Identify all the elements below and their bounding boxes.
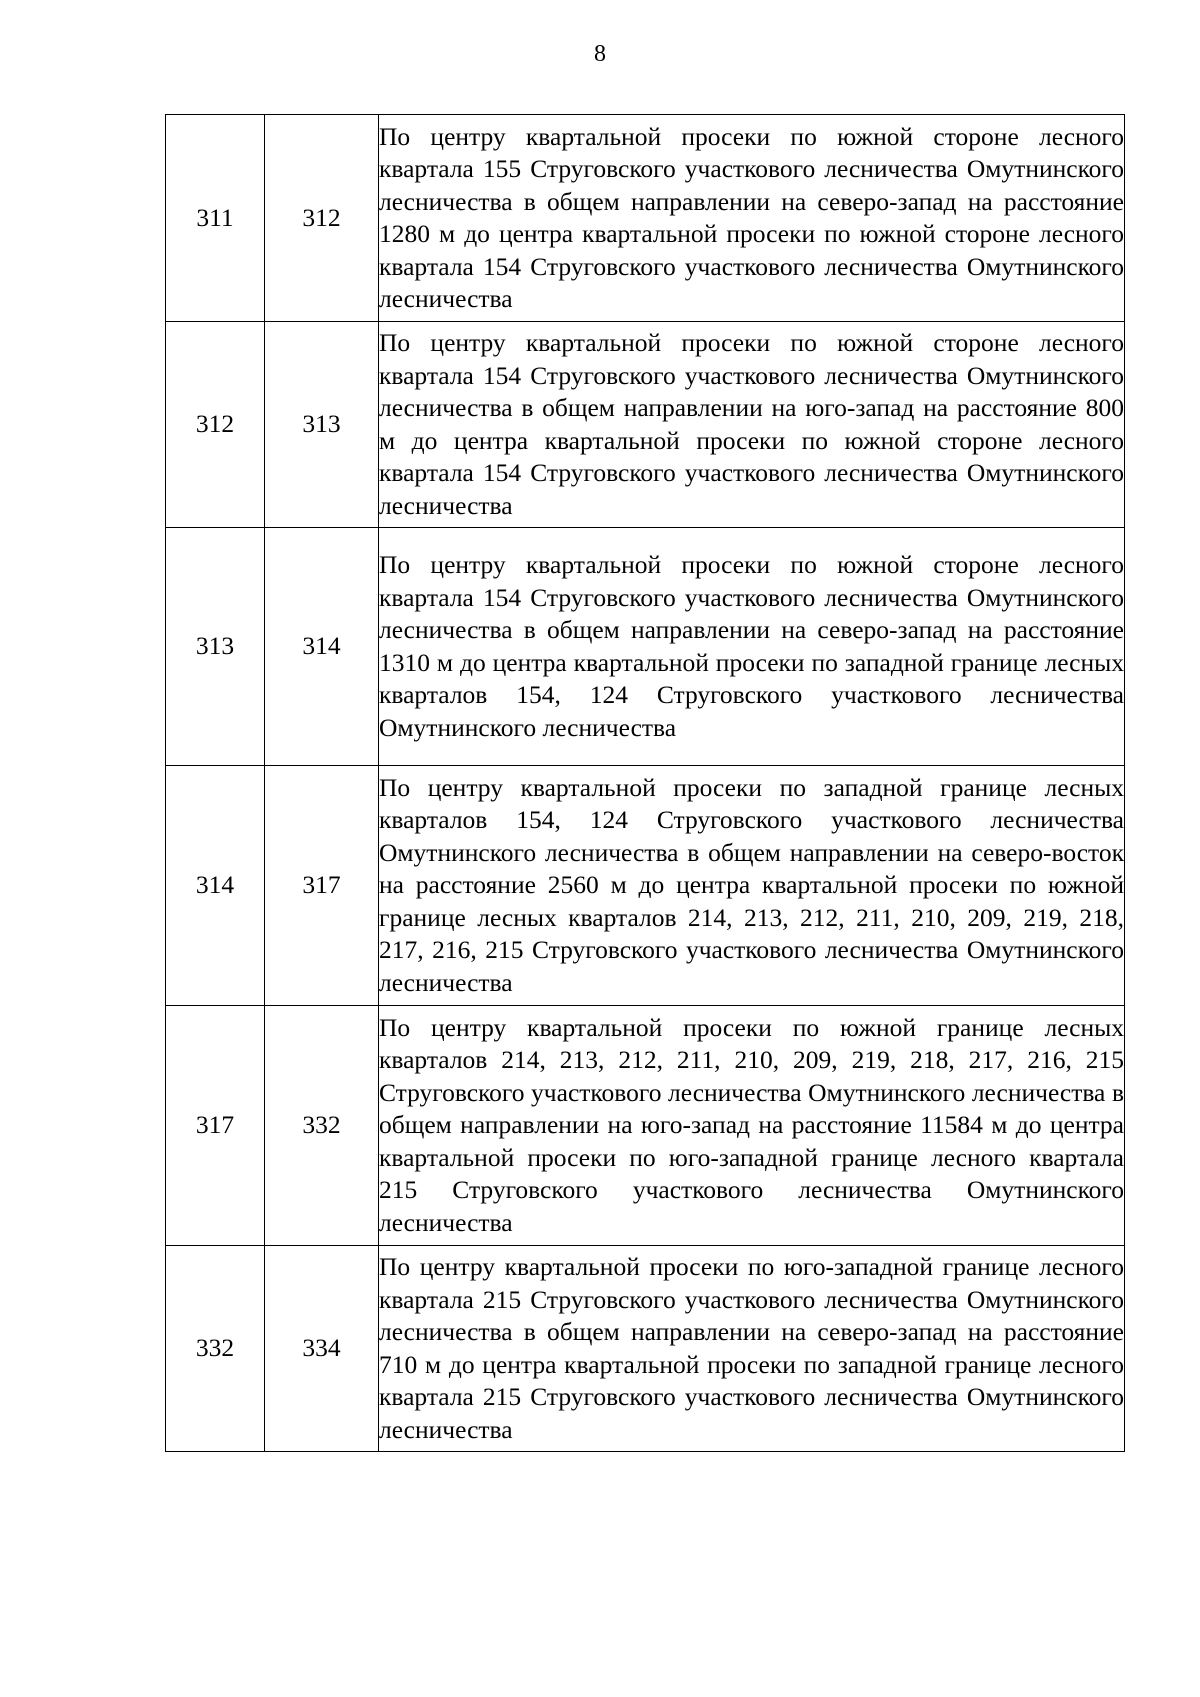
table-row xyxy=(166,1006,1125,1246)
table-row xyxy=(166,766,1125,1006)
boundary-description-cell: По центру квартальной просеки по южной стороне лесного квартала 155 Струговского участкового лесничества Омутнинского лесничества в общем направлении на северо-запад на расстояние 1280 м до центра квартальной просеки по южной стороне лесного квартала 154 Струговского участкового лесничества Омутнинского лесничества xyxy=(379,115,1125,322)
boundary-description-cell: По центру квартальной просеки по южной границе лесных кварталов 214, 213, 212, 211, 210, 209, 219, 218, 217, 216, 215 Струговского участкового лесничества Омутнинского лесничества в общем направлении на юго-запад на расстояние 11584 м до центра квартальной просеки по юго-западной границе лесного квартала 215 Струговского участкового лесничества Омутнинского лесничества xyxy=(379,1006,1125,1246)
from-point-cell: 312 xyxy=(166,322,265,528)
table-row xyxy=(166,322,1125,528)
to-point-cell: 334 xyxy=(265,1246,379,1452)
boundary-description-cell: По центру квартальной просеки по южной стороне лесного квартала 154 Струговского участкового лесничества Омутнинского лесничества в общем направлении на северо-запад на расстояние 1310 м до центра квартальной просеки по западной границе лесных кварталов 154, 124 Струговского участкового лесничества Омутнинского лесничества xyxy=(379,528,1125,766)
boundary-description-cell: По центру квартальной просеки по западной границе лесных кварталов 154, 124 Струговского участкового лесничества Омутнинского лесничества в общем направлении на северо-восток на расстояние 2560 м до центра квартальной просеки по южной границе лесных кварталов 214, 213, 212, 211, 210, 209, 219, 218, 217, 216, 215 Струговского участкового лесничества Омутнинского лесничества xyxy=(379,766,1125,1006)
to-point-cell: 312 xyxy=(265,115,379,322)
from-point-cell: 317 xyxy=(166,1006,265,1246)
from-point-cell: 311 xyxy=(166,115,265,322)
to-point-cell: 332 xyxy=(265,1006,379,1246)
from-point-cell: 314 xyxy=(166,766,265,1006)
from-point-cell: 332 xyxy=(166,1246,265,1452)
from-point-cell: 313 xyxy=(166,528,265,766)
to-point-cell: 314 xyxy=(265,528,379,766)
table-row xyxy=(166,1246,1125,1452)
boundary-description-table xyxy=(165,114,1125,1452)
boundary-description-cell: По центру квартальной просеки по юго-западной границе лесного квартала 215 Струговского участкового лесничества Омутнинского лесничества в общем направлении на северо-запад на расстояние 710 м до центра квартальной просеки по западной границе лесного квартала 215 Струговского участкового лесничества Омутнинского лесничества xyxy=(379,1246,1125,1452)
to-point-cell: 317 xyxy=(265,766,379,1006)
table-row xyxy=(166,115,1125,322)
boundary-description-cell: По центру квартальной просеки по южной стороне лесного квартала 154 Струговского участкового лесничества Омутнинского лесничества в общем направлении на юго-запад на расстояние 800 м до центра квартальной просеки по южной стороне лесного квартала 154 Струговского участкового лесничества Омутнинского лесничества xyxy=(379,322,1125,528)
page-number: 8 xyxy=(594,41,606,67)
table-row xyxy=(166,528,1125,766)
to-point-cell: 313 xyxy=(265,322,379,528)
